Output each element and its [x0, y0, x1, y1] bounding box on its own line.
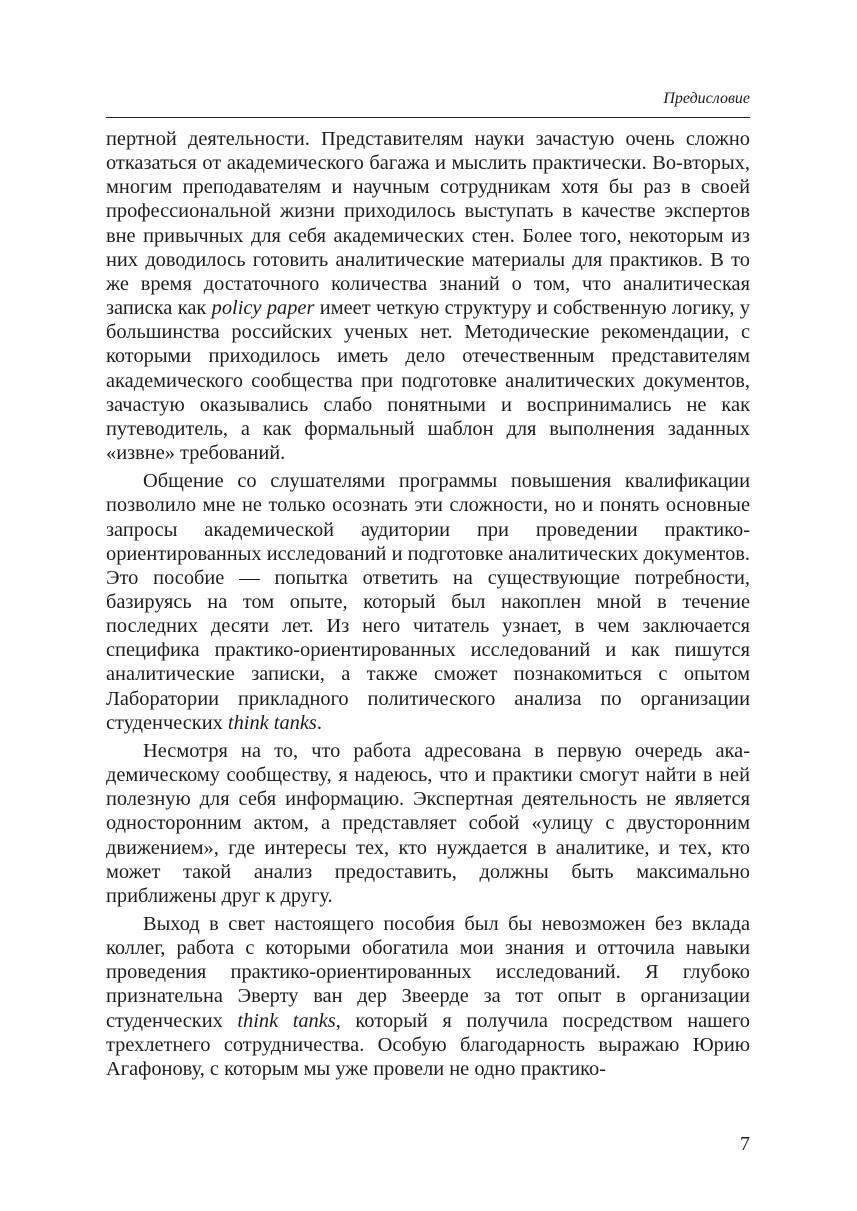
header-rule: [106, 117, 750, 118]
paragraph-3: [106, 739, 750, 908]
italic-term: think tanks: [237, 1009, 336, 1032]
paragraph-4: [106, 912, 750, 1081]
text-run: Общение со слушателями программы повышения квалификации позволило мне не только осознать эти сложности, но и понять основные запросы академической аудитории при проведении практико-ориентированных исследований и подготовке аналитических документов. Это пособие — попытка ответить на существующие потребности, базируясь на том опыте, который был накоплен мной в течение последних десяти лет. Из него читатель узнает, в чем заключается специфика практико-ориентированных исследований и как пишутся аналитические записки, а также сможет познакомиться с опытом Лаборатории прикладного политического анализа по организации студенческих: [106, 470, 750, 734]
text-run: , который я получила посредством нашего трехлетнего сотрудничества. Особую благодарность выражаю Юрию Агафонову, с которым мы уже провели не одно практико-: [106, 1009, 750, 1080]
italic-term: policy paper: [211, 297, 315, 320]
text-run: .: [316, 711, 322, 734]
body-text: [106, 127, 750, 1081]
running-header: Предисловие: [663, 90, 750, 107]
text-run: Выход в свет настоящего пособия был бы невозможен без вклада коллег, работа с которыми обогатила мои знания и отточила навыки проведения практико-ориентированных исследований. Я глубоко признательна Эверту ван дер Звеерде за тот опыт в организации студенческих: [106, 913, 750, 1032]
text-run: пертной деятельности. Представителям науки зачастую очень сложно отказаться от академического багажа и мыслить практически. Во-вторых, многим преподавателям и научным сотрудникам хотя бы раз в своей профессиональной жизни приходилось выступать в качестве экспертов вне привычных для себя академических стен. Более того, некоторым из них доводилось готовить аналитические материалы для практиков. В то же время достаточного количества знаний о том, что аналитическая записка как: [106, 128, 750, 320]
page-number: 7: [740, 1133, 750, 1155]
text-run: имеет четкую структуру и собственную логику, у большинства российских ученых нет. Методические рекомендации, с которыми приходилось иметь дело отечественным представителям академического сообщества при подготовке аналитических документов, зачастую оказывались слабо понятными и воспринимались не как путеводитель, а как формальный шаблон для выполнения заданных «извне» требований.: [106, 297, 751, 465]
italic-term: think tanks: [227, 711, 317, 734]
text-run: Несмотря на то, что работа адресована в первую очередь академическому сообществу, я надеюсь, что и практики смогут найти в ней полезную для себя информацию. Экспертная деятельность не является односторонним актом, а представляет собой «улицу с двусторонним движением», где интересы тех, кто нуждается в аналитике, и тех, кто может такой анализ предоставить, должны быть максимально приближены друг к другу.: [106, 739, 750, 907]
paragraph-1: [106, 127, 750, 465]
paragraph-2: [106, 469, 750, 735]
